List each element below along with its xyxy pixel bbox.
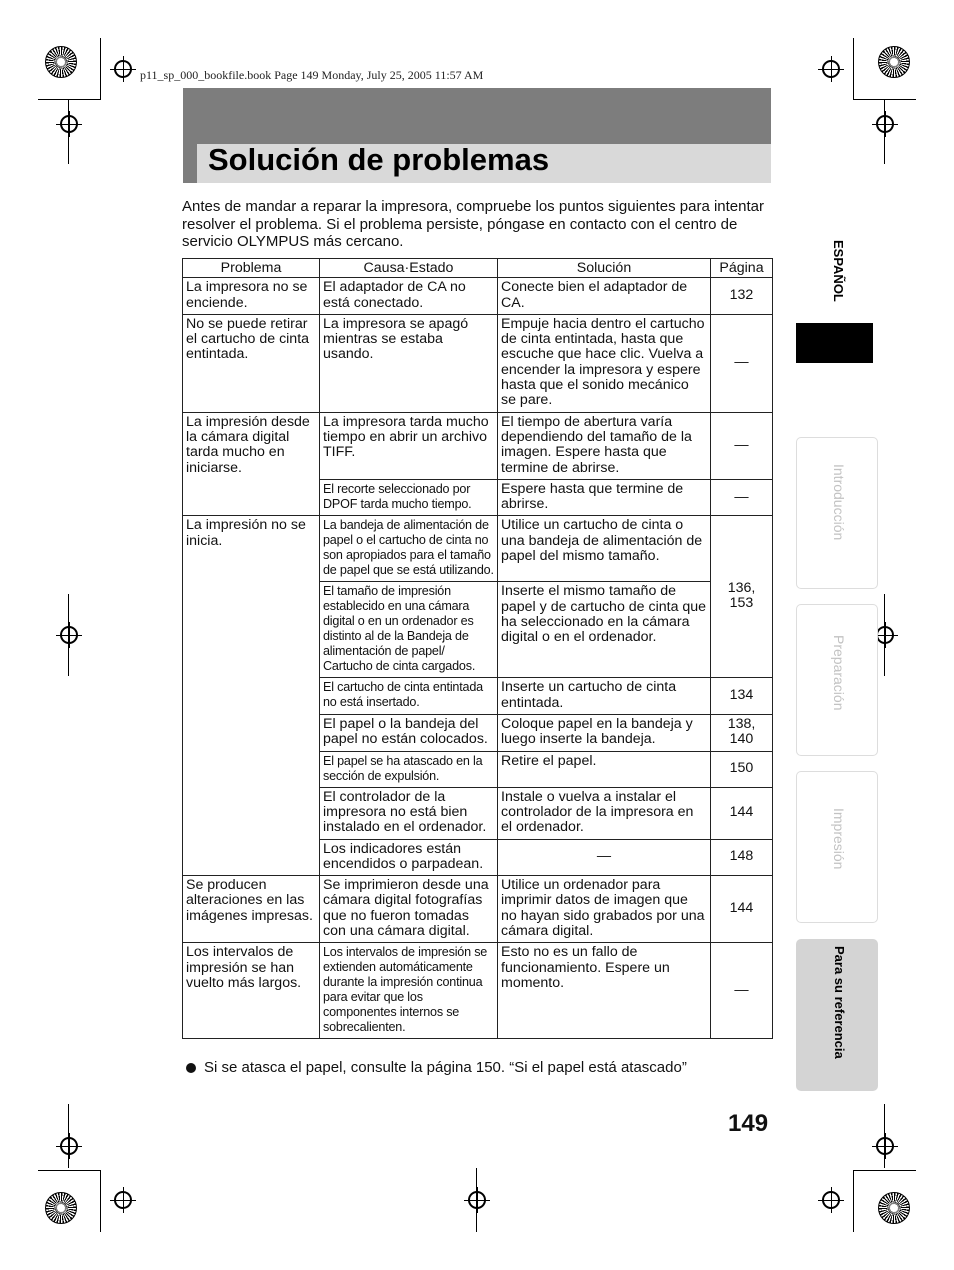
registration-target-icon — [114, 1191, 132, 1209]
solution-cell: Empuje hacia dentro el cartucho de cinta entintada, hasta que escuche que hace clic. Vuelva a encender la impresora y espere hasta que el sonido mecánico se pare. — [498, 314, 711, 412]
problem-cell: Se producen alteraciones en las imágenes impresas. — [183, 876, 320, 943]
intro-paragraph: Antes de mandar a reparar la impresora, compruebe los puntos siguientes para intentar resolver el problema. Si el problema persiste, póngase en contacto con el centro de servicio OLYMPUS más cercano. — [182, 198, 764, 250]
cause-cell: El cartucho de cinta entintada no está insertado. — [320, 678, 498, 715]
page-cell: — — [711, 412, 773, 479]
page-cell: 148 — [711, 839, 773, 876]
registration-target-icon — [822, 60, 840, 78]
tab-introduccion[interactable] — [796, 437, 878, 589]
table-row — [183, 412, 773, 479]
problem-cell: No se puede retirar el cartucho de cinta entintada. — [183, 314, 320, 412]
solution-cell: Inserte un cartucho de cinta entintada. — [498, 678, 711, 715]
registration-target-icon — [876, 115, 894, 133]
table-row — [183, 278, 773, 315]
tab-label: Impresión — [831, 808, 847, 870]
solution-cell: Coloque papel en la bandeja y luego inserte la bandeja. — [498, 715, 711, 752]
solution-cell: Utilice un ordenador para imprimir datos de imagen que no hayan sido grabados por una cámara digital. — [498, 876, 711, 943]
paper-jam-note: Si se atasca el papel, consulte la página 150. “Si el papel está atascado” — [186, 1059, 687, 1076]
registration-target-icon — [468, 1191, 486, 1209]
solution-cell: Retire el papel. — [498, 751, 711, 787]
column-header-page: Página — [711, 259, 773, 278]
cause-cell: La impresora tarda mucho tiempo en abrir un archivo TIFF. — [320, 412, 498, 479]
registration-target-icon — [822, 1191, 840, 1209]
tab-label: Introducción — [831, 464, 847, 541]
tab-label: Para su referencia — [832, 946, 847, 1059]
cause-cell: Los indicadores están encendidos o parpadean. — [320, 839, 498, 876]
registration-target-icon — [876, 626, 894, 644]
cause-cell: Los intervalos de impresión se extienden automáticamente durante la impresión continua para evitar que los componentes internos se sobrecalienten. — [320, 943, 498, 1039]
problem-cell: La impresora no se enciende. — [183, 278, 320, 315]
cause-cell: El papel o la bandeja del papel no están colocados. — [320, 715, 498, 752]
page-number: 149 — [728, 1110, 769, 1137]
table-row — [183, 314, 773, 412]
cause-cell: El papel se ha atascado en la sección de expulsión. — [320, 751, 498, 787]
solution-cell: Esto no es un fallo de funcionamiento. Espere un momento. — [498, 943, 711, 1039]
page-cell: 144 — [711, 876, 773, 943]
problem-cell: Los intervalos de impresión se han vuelto más largos. — [183, 943, 320, 1039]
tab-impresion[interactable] — [796, 771, 878, 923]
page-cell: — — [711, 314, 773, 412]
problem-cell: La impresión no se inicia. — [183, 516, 320, 876]
language-label-area — [796, 232, 876, 322]
color-wheel-icon — [878, 1192, 910, 1224]
page-cell: 150 — [711, 751, 773, 787]
page-cell: — — [711, 479, 773, 516]
cause-cell: El adaptador de CA no está conectado. — [320, 278, 498, 315]
cause-cell: El controlador de la impresora no está bien instalado en el ordenador. — [320, 787, 498, 839]
page-cell: 136, 153 — [711, 516, 773, 678]
page-cell: 134 — [711, 678, 773, 715]
cause-cell: Se imprimieron desde una cámara digital fotografías que no fueron tomadas con una cámara digital. — [320, 876, 498, 943]
solution-cell: Espere hasta que termine de abrirse. — [498, 479, 711, 516]
solution-cell: — — [498, 839, 711, 876]
cause-cell: La impresora se apagó mientras se estaba usando. — [320, 314, 498, 412]
column-header-solution: Solución — [498, 259, 711, 278]
column-header-problem: Problema — [183, 259, 320, 278]
solution-cell: Inserte el mismo tamaño de papel y de cartucho de cinta que ha seleccionado en la cámara digital o en el ordenador. — [498, 582, 711, 678]
registration-target-icon — [60, 626, 78, 644]
solution-cell: El tiempo de abertura varía dependiendo del tamaño de la imagen. Espere hasta que termine de abrirse. — [498, 412, 711, 479]
column-header-cause: Causa·Estado — [320, 259, 498, 278]
tab-para-su-referencia[interactable] — [796, 939, 878, 1091]
color-wheel-icon — [45, 46, 77, 78]
title-band-top — [183, 88, 771, 144]
solution-cell: Utilice un cartucho de cinta o una bandeja de alimentación de papel del mismo tamaño. — [498, 516, 711, 582]
language-marker — [796, 323, 873, 363]
solution-cell: Conecte bien el adaptador de CA. — [498, 278, 711, 315]
cause-cell: La bandeja de alimentación de papel o el cartucho de cinta no son apropiados para el tamaño de papel que se está utilizando. — [320, 516, 498, 582]
language-label: ESPAÑOL — [831, 240, 846, 302]
page-cell: 138, 140 — [711, 715, 773, 752]
color-wheel-icon — [878, 46, 910, 78]
registration-target-icon — [60, 115, 78, 133]
table-row — [183, 516, 773, 582]
page-cell: 144 — [711, 787, 773, 839]
color-wheel-icon — [45, 1192, 77, 1224]
page-title: Solución de problemas — [208, 142, 550, 177]
tab-label: Preparación — [831, 635, 847, 711]
problem-cell: La impresión desde la cámara digital tarda mucho en iniciarse. — [183, 412, 320, 516]
print-header-line: p11_sp_000_bookfile.book Page 149 Monday, July 25, 2005 11:57 AM — [140, 68, 484, 82]
table-row — [183, 876, 773, 943]
table-row — [183, 943, 773, 1039]
bullet-icon — [186, 1063, 196, 1073]
page-cell: 132 — [711, 278, 773, 315]
page-cell: — — [711, 943, 773, 1039]
tab-preparacion[interactable] — [796, 604, 878, 756]
title-band-accent — [183, 144, 197, 183]
solution-cell: Instale o vuelva a instalar el controlador de la impresora en el ordenador. — [498, 787, 711, 839]
cause-cell: El tamaño de impresión establecido en una cámara digital o en un ordenador es distinto al de la Bandeja de alimentación de papel/ Cartucho de cinta cargados. — [320, 582, 498, 678]
registration-target-icon — [876, 1137, 894, 1155]
registration-target-icon — [114, 60, 132, 78]
registration-target-icon — [60, 1137, 78, 1155]
table-header-row — [183, 259, 773, 278]
troubleshooting-table — [182, 258, 773, 1039]
cause-cell: El recorte seleccionado por DPOF tarda mucho tiempo. — [320, 479, 498, 516]
